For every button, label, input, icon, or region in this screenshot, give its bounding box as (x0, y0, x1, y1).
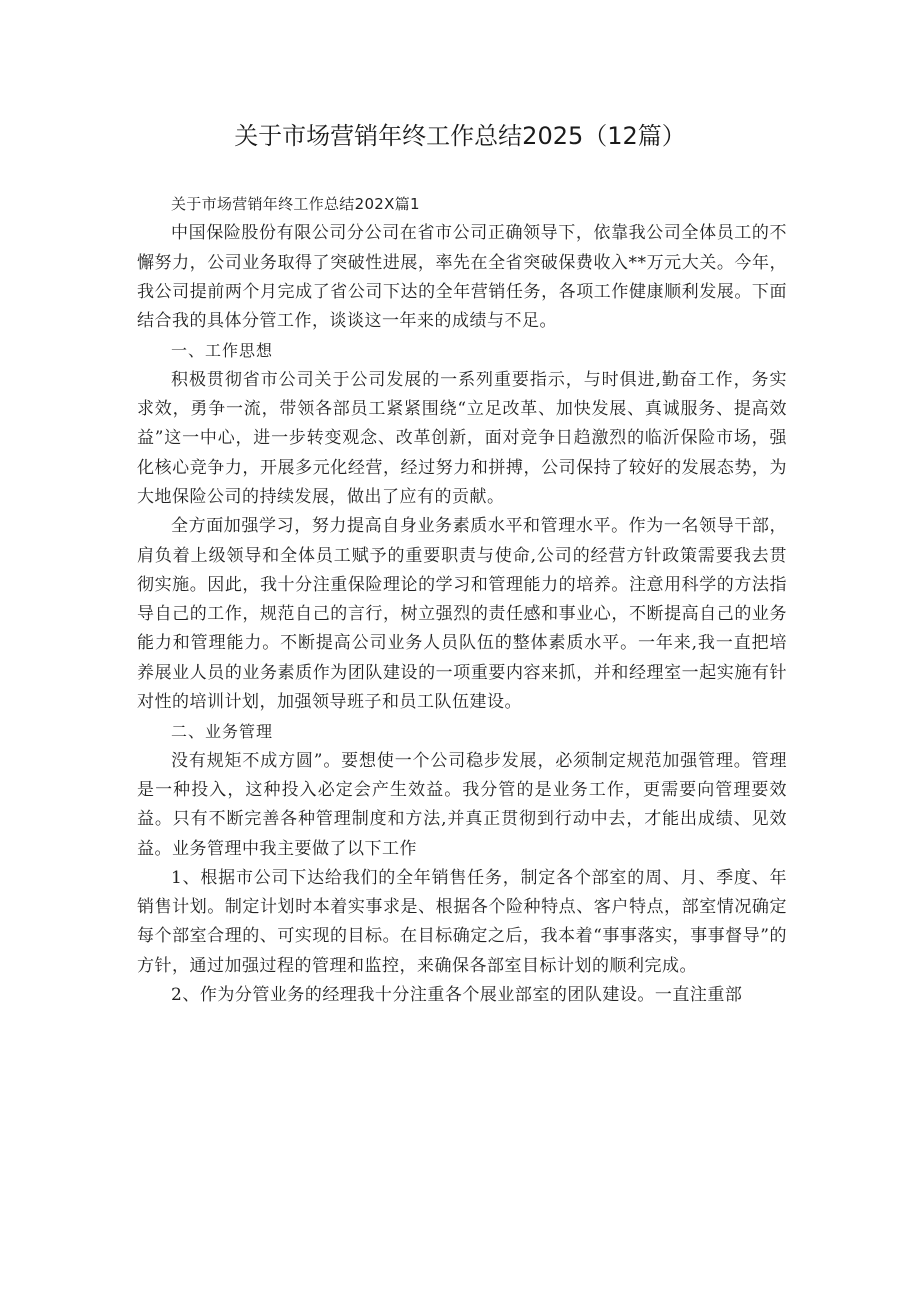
paragraph-intro: 中国保险股份有限公司分公司在省市公司正确领导下，依靠我公司全体员工的不懈努力，公司业务取得了突破性进展，率先在全省突破保费收入**万元大关。今年，我公司提前两个月完成了省公司下达的全年营销任务，各项工作健康顺利发展。下面结合我的具体分管工作，谈谈这一年来的成绩与不足。 (137, 223, 787, 332)
paragraph-study: 全方面加强学习，努力提高自身业务素质水平和管理水平。作为一名领导干部，肩负着上级领导和全体员工赋予的重要职责与使命,公司的经营方针政策需要我去贯彻实施。因此，我十分注重保险理论的学习和管理能力的培养。注意用科学的方法指导自己的工作，规范自己的言行，树立强烈的责任感和事业心，不断提高自己的业务能力和管理能力。不断提高公司业务人员队伍的整体素质水平。一年来,我一直把培养展业人员的业务素质作为团队建设的一项重要内容来抓，并和经理室一起实施有针对性的培训计划，加强领导班子和员工队伍建设。 (137, 516, 787, 713)
paragraph-team-building: 2、作为分管业务的经理我十分注重各个展业部室的团队建设。一直注重部 (171, 985, 743, 1006)
document-title: 关于市场营销年终工作总结2025（12篇） (234, 122, 686, 150)
article-subtitle: 关于市场营销年终工作总结202X篇1 (171, 195, 420, 213)
document-body (137, 190, 787, 1010)
section-heading-work-thought: 一、工作思想 (171, 341, 274, 361)
paragraph-sales-plan: 1、根据市公司下达给我们的全年销售任务，制定各个部室的周、月、季度、年销售计划。制定计划时本着实事求是、根据各个险种特点、客户特点，部室情况确定每个部室合理的、可实现的目标。在目标确定之后，我本着“事事落实，事事督导”的方针，通过加强过程的管理和监控，来确保各部室目标计划的顺利完成。 (137, 867, 787, 976)
paragraph-rules: 没有规矩不成方圆”。要想使一个公司稳步发展，必须制定规范加强管理。管理是一种投入，这种投入必定会产生效益。我分管的是业务工作，更需要向管理要效益。只有不断完善各种管理制度和方法,并真正贯彻到行动中去，才能出成绩、见效益。业务管理中我主要做了以下工作 (137, 750, 787, 859)
paragraph-work-thought: 积极贯彻省市公司关于公司发展的一系列重要指示，与时俱进,勤奋工作，务实求效，勇争一流，带领各部员工紧紧围绕“立足改革、加快发展、真诚服务、提高效益”这一中心，进一步转变观念、改革创新，面对竞争日趋激烈的临沂保险市场，强化核心竞争力，开展多元化经营，经过努力和拼搏，公司保持了较好的发展态势，为大地保险公司的持续发展，做出了应有的贡献。 (137, 369, 787, 507)
section-heading-business-management: 二、业务管理 (171, 722, 274, 742)
